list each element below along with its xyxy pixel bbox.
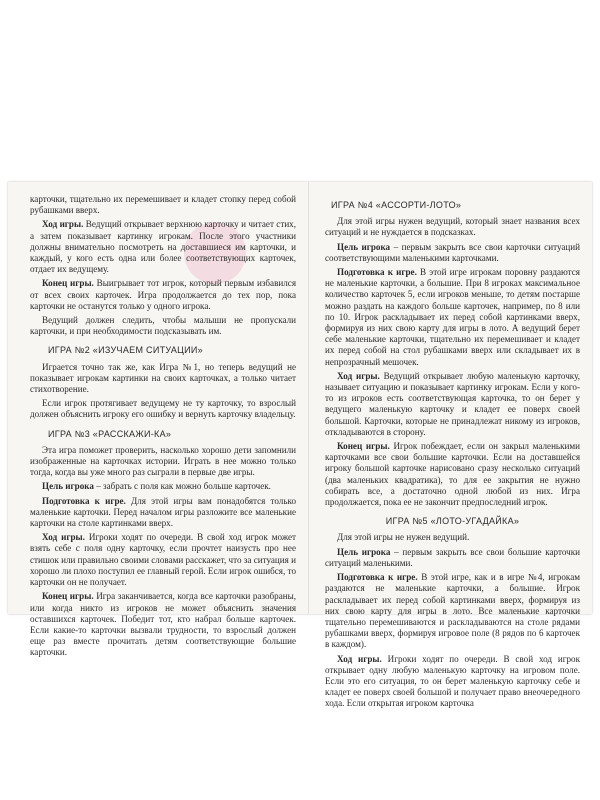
- paragraph: Ход игры. Игроки ходят по очереди. В свой ход игрок открывает одну любую маленькую карточку на игровом поле. Если это его ситуация, то он берет маленькую карточку себе и кладет ее поверх своей большой и получает право внеочередного хода. Если открытая игроком карточка: [325, 653, 580, 709]
- section-heading: ИГРА №3 «РАССКАЖИ-КА»: [48, 428, 172, 439]
- paragraph: Цель игрока – первым закрыть все свои карточки ситуаций соответствующими маленькими карточками.: [325, 241, 581, 263]
- paragraph: Подготовка к игре. В этой игре, как и в игре №4, игрокам раздаются не маленькие карточки, а большие. Игрок раскладывает их перед собой картинками вверх, формируя из них свою карту для игры в лото. Все маленькие карточки тщательно перемешиваются и раскладываются на столе рядами рубашками вверх, формируя игровое поле (8 рядов по 6 карточек в каждом).: [325, 572, 580, 650]
- paragraph: Для этой игры не нужен ведущий.: [337, 532, 470, 543]
- paragraph: Подготовка к игре. В этой игре игрокам поровну раздаются не маленькие карточки, а большие. При 8 игроках максимальное количество карточек 5, если игроков меньше, то детям постарше можно раздать на каждого больше карточек, например, по 8 или по 10. Игрок раскладывает их перед собой картинками вверх, формируя из них свою карту для игры в лото. А ведущий берет себе маленькие карточки, тщательно их перемешивает и кладет их перед собой на стол рубашками вверх или складывает их в непрозрачный мешочек.: [325, 267, 580, 367]
- section-heading: ИГРА №2 «ИЗУЧАЕМ СИТУАЦИИ»: [48, 345, 203, 356]
- paragraph: Ход игры. Ведущий открывает верхнюю карточку и читает стих, а затем показывает картинку игрокам. После этого участники должны внимательно посмотреть на доставшиеся им карточки, и каждый, у кого есть одна или более соответствующих карточек, отдает их ведущему.: [30, 219, 297, 275]
- paragraph: Эта игра поможет проверить, насколько хорошо дети запомнили изображенные на карточках истории. Играть в нее можно только тогда, когда вы уже много раз сыграли в первые две игры.: [30, 444, 296, 478]
- paragraph: Для этой игры нужен ведущий, который знает названия всех ситуаций и не нуждается в подсказках.: [325, 216, 580, 238]
- book-spread: [8, 182, 592, 709]
- paragraph: Конец игры. Игра заканчивается, когда все карточки разобраны, или когда никто из игроков не может объяснить значения оставшихся карточек. Победит тот, кто набрал больше карточек. Если какие-то карточки вызвали трудности, то взрослый должен еще раз вместе прочитать детям соответствующие большие карточки.: [30, 591, 296, 658]
- section-heading: ИГРА №5 «ЛОТО-УГАДАЙКА»: [385, 516, 520, 527]
- paragraph: Играется точно так же, как Игра №1, но теперь ведущий не показывает игрокам картинки на своих карточках, а только читает стихотворение.: [30, 361, 296, 395]
- paragraph: карточки, тщательно их перемешивает и кладет стопку перед собой рубашками вверх.: [30, 194, 296, 216]
- right-page: [308, 182, 592, 709]
- paragraph: Ход игры. Ведущий открывает любую маленькую карточку, называет ситуацию и показывает картинку игрокам. Если у кого-то из игроков есть соответствующая карточка, то он берет у ведущего маленькую карточку и кладет ее поверх своей большой. Карточки, которые не принадлежат никому из игроков, откладываются в сторону.: [325, 370, 581, 437]
- paragraph: Конец игры. Выигрывает тот игрок, который первым избавился от всех своих карточек. Игра продолжается до тех пор, пока карточки не останутся только у одного игрока.: [30, 278, 296, 311]
- paragraph: Ход игры. Игроки ходят по очереди. В свой ход игрок может взять себе с поля одну карточку, если прочтет наизусть про нее стишок или правильно своими словами расскажет, что за ситуация и хорошо ли плохо поступил ее главный герой. Если игрок ошибся, то карточки он не получает.: [30, 532, 296, 588]
- section-heading: ИГРА №4 «АССОРТИ-ЛОТО»: [331, 200, 462, 210]
- left-page: [8, 182, 308, 658]
- paragraph: Ведущий должен следить, чтобы малыши не пропускали карточки, и при необходимости подсказывать им.: [30, 315, 296, 337]
- paragraph: Подготовка к игре. Для этой игры вам понадобятся только маленькие карточки. Перед началом игры разложите все маленькие карточки на столе картинками вверх.: [30, 495, 296, 529]
- paragraph: Если игрок протягивает ведущему не ту карточку, то взрослый должен объяснить игроку его ошибку и вернуть карточку владельцу.: [30, 398, 296, 420]
- paragraph: Конец игры. Игрок побеждает, если он закрыл маленькими карточками все свои большие карточки. Если на доставшейся игроку большой карточке нарисовано сразу несколько ситуаций (два маленьких квадратика), то для ее закрытия не нужно собирать все, а достаточно одной любой из них. Игра продолжается, пока ее не закончит предпоследний игрок.: [325, 441, 580, 508]
- paragraph: Цель игрока – забрать с поля как можно больше карточек.: [42, 481, 271, 492]
- paragraph: Цель игрока – первым закрыть все свои большие карточки ситуаций маленькими.: [325, 546, 580, 568]
